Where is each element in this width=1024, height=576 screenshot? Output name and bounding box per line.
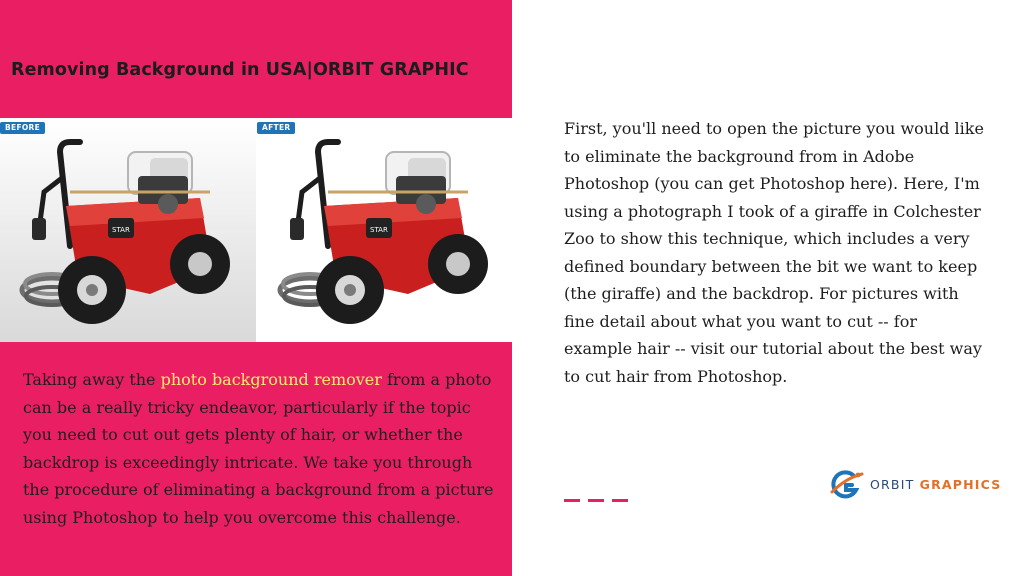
dash: [564, 499, 580, 502]
body-paragraph: First, you'll need to open the picture you would like to eliminate the background from in Adobe Photoshop (you can get Photoshop here). Here, I'm using a photograph I took of a giraffe in Colchester Zoo to show this technique, which includes a very defined boundary between the bit we want to keep (the giraffe) and the backdrop. For pictures with fine detail about what you want to cut -- for example hair -- visit our tutorial about the best way to cut hair from Photoshop.: [564, 119, 984, 386]
photo-background-remover-link[interactable]: photo background remover: [160, 370, 382, 389]
before-after-image: [0, 118, 512, 342]
logo-word-orbit: ORBIT: [870, 476, 915, 492]
logo-wordmark: [870, 477, 1001, 492]
dash: [588, 499, 604, 502]
intro-text-end: from a photo can be a really tricky endeavor, particularly if the topic you need to cut out gets plenty of hair, or whether the backdrop is exceedingly intricate. We take you through the procedure of eliminating a background from a picture using Photoshop to help you overcome this challenge.: [23, 370, 494, 527]
pressure-washer-illustration: [0, 118, 512, 342]
orbit-logo-icon: [828, 468, 864, 500]
logo-word-graphics: GRAPHICS: [919, 476, 1002, 492]
dash-divider: [564, 499, 628, 502]
orbit-graphics-logo: [828, 468, 1001, 500]
intro-text-start: Taking away the: [23, 370, 161, 389]
after-badge: AFTER: [257, 122, 295, 134]
before-badge: BEFORE: [0, 122, 45, 134]
page-title: Removing Background in USA|ORBIT GRAPHIC: [11, 60, 469, 80]
dash: [612, 499, 628, 502]
intro-paragraph: [23, 366, 503, 531]
